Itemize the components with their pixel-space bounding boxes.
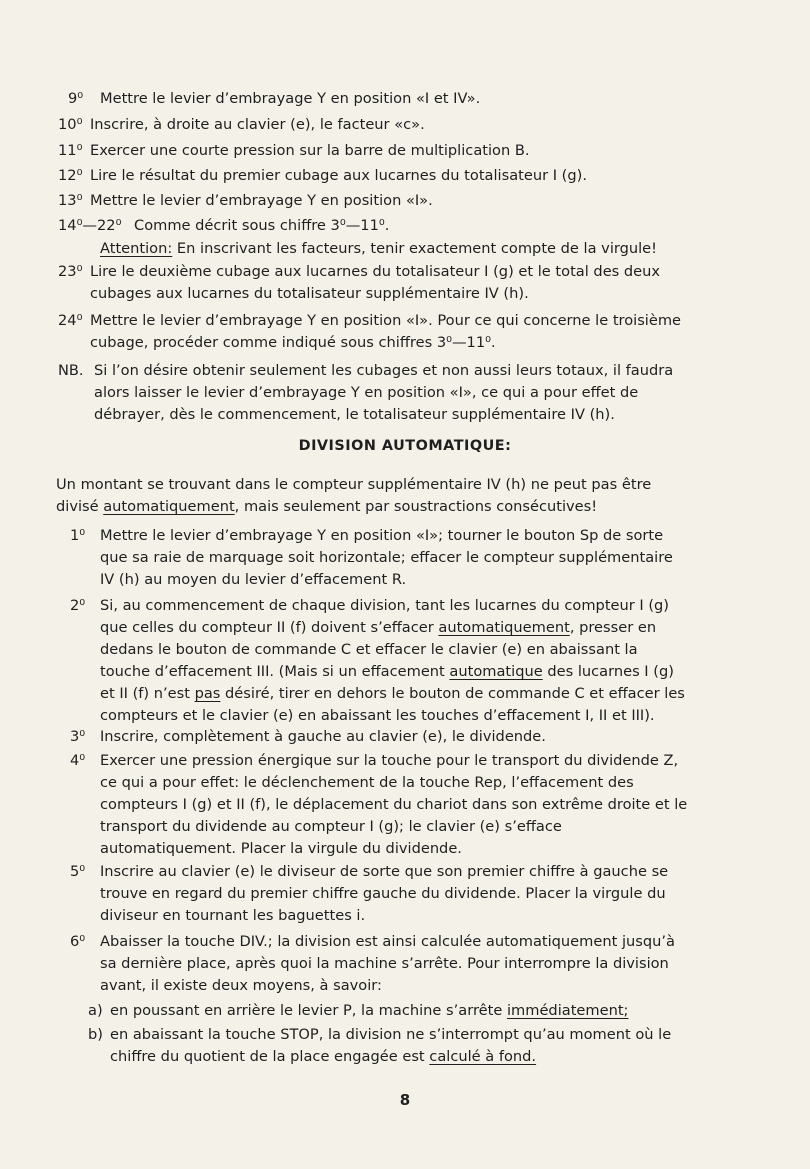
attention-note	[100, 238, 690, 260]
step-text: Exercer une pression énergique sur la touche pour le transport du dividende Z, ce qui a pour effet: le déclenchement de la touche Rep, l’effacement des compteurs I (g) et II (f), le déplacement du chariot dans son extrême droite et le transport du dividende au compteur I (g); le clavier (e) s’efface automatiquement. Placer la virgule du dividende.	[100, 752, 688, 857]
sub-label: a)	[88, 1002, 103, 1019]
step-10	[58, 114, 690, 136]
step-12	[58, 165, 690, 187]
div-step-1	[70, 525, 690, 591]
sub-text	[88, 1024, 700, 1068]
step-text: Lire le résultat du premier cubage aux lucarnes du totalisateur I (g).	[90, 167, 587, 184]
step-text: Inscrire, à droite au clavier (e), le facteur «c».	[90, 116, 425, 133]
underlined-text: immédiatement;	[506, 1002, 629, 1019]
text-part: désiré, tirer en dehors le bouton de commande C et effacer les compteurs et le clavier (e) en abaissant les touches d’effacement I, II et III).	[100, 685, 685, 724]
div-step-5	[70, 861, 690, 927]
underlined-text: automatique	[449, 663, 543, 680]
step-text	[70, 595, 690, 727]
step-number: 5⁰	[70, 863, 86, 880]
step-number: 14⁰—22⁰	[58, 217, 122, 234]
step-number: 13⁰	[58, 192, 83, 209]
step-text: Mettre le levier d’embrayage Y en position «I».	[90, 192, 433, 209]
step-number: 1⁰	[70, 527, 86, 544]
sub-item-a	[88, 1000, 700, 1022]
intro-paragraph	[56, 474, 690, 518]
underlined-text: pas	[194, 685, 221, 702]
step-text: Mettre le levier d’embrayage Y en position «I». Pour ce qui concerne le troisième cubage, procéder comme indiqué sous chiffres 3⁰—11⁰.	[90, 312, 682, 351]
step-number: 23⁰	[58, 263, 83, 280]
step-number: 24⁰	[58, 312, 83, 329]
step-23	[58, 261, 690, 305]
step-text: Mettre le levier d’embrayage Y en position «I et IV».	[100, 90, 481, 107]
step-text: Mettre le levier d’embrayage Y en position «I»; tourner le bouton Sp de sorte que sa raie de marquage soit horizontale; effacer le compteur supplémentaire IV (h) au moyen du levier d’effacement R.	[100, 527, 673, 588]
step-number: 3⁰	[70, 728, 86, 745]
step-number: 4⁰	[70, 752, 86, 769]
text-part: , presser en dedans le bouton de commande C et effacer le clavier (e) en abaissant la touche d’effacement III. (Mais si un effacement	[100, 619, 657, 680]
div-step-4	[70, 750, 690, 860]
attention-text: En inscrivant les facteurs, tenir exactement compte de la virgule!	[176, 240, 658, 257]
attention-label: Attention:	[100, 240, 173, 257]
step-text: Abaisser la touche DIV.; la division est ainsi calculée automatiquement jusqu’à sa dernière place, après quoi la machine s’arrête. Pour interrompre la division avant, il existe deux moyens, à savoir:	[100, 933, 675, 994]
step-text: Inscrire au clavier (e) le diviseur de sorte que son premier chiffre à gauche se trouve en regard du premier chiffre gauche du dividende. Placer la virgule du diviseur en tournant les baguettes i.	[100, 863, 669, 924]
step-14-22	[58, 215, 690, 237]
intro-text: Un montant se trouvant dans le compteur supplémentaire IV (h) ne peut pas être divisé	[56, 476, 652, 515]
intro-underlined: automatiquement	[103, 498, 235, 515]
step-number: 11⁰	[58, 142, 83, 159]
sub-label: b)	[88, 1026, 103, 1043]
sub-text	[88, 1000, 700, 1022]
step-number: 2⁰	[70, 597, 86, 614]
step-24	[58, 310, 690, 354]
step-number: 12⁰	[58, 167, 83, 184]
step-text: Comme décrit sous chiffre 3⁰—11⁰.	[134, 217, 390, 234]
page-number: 8	[399, 1091, 411, 1109]
text-part: en poussant en arrière le levier P, la machine s’arrête	[110, 1002, 507, 1019]
step-text: Lire le deuxième cubage aux lucarnes du totalisateur I (g) et le total des deux cubages aux lucarnes du totalisateur supplémentaire IV (h).	[90, 263, 661, 302]
step-number: 9⁰	[68, 90, 84, 107]
sub-item-b	[88, 1024, 700, 1068]
div-step-6	[70, 931, 690, 997]
text-part: Si, au commencement de chaque division, tant les lucarnes du compteur I (g) que celles du compteur II (f) doivent s’effacer	[100, 597, 669, 636]
text-part: en abaissant la touche STOP, la division ne s’interrompt qu’au moment où le chiffre du quotient de la place engagée est	[110, 1026, 672, 1065]
step-13	[58, 190, 690, 212]
div-step-3	[70, 726, 690, 748]
nb-text: Si l’on désire obtenir seulement les cubages et non aussi leurs totaux, il faudra alors laisser le levier d’embrayage Y en position «I», ce qui a pour effet de débrayer, dès le commencement, le totalisateur supplémentaire IV (h).	[94, 362, 674, 423]
nb-label: NB.	[58, 362, 84, 379]
div-step-2	[70, 595, 690, 727]
underlined-text: calculé à fond.	[429, 1048, 537, 1065]
step-9	[68, 88, 690, 110]
intro-text-end: , mais seulement par soustractions consécutives!	[234, 498, 598, 515]
step-text: Inscrire, complètement à gauche au clavier (e), le dividende.	[100, 728, 546, 745]
step-number: 6⁰	[70, 933, 86, 950]
step-number: 10⁰	[58, 116, 83, 133]
section-heading: DIVISION AUTOMATIQUE:	[298, 438, 512, 454]
step-text: Exercer une courte pression sur la barre de multiplication B.	[90, 142, 530, 159]
text-part: des lucarnes I (g) et II (f) n’est	[100, 663, 674, 702]
nb-note	[58, 360, 690, 426]
underlined-text: automatiquement	[438, 619, 570, 636]
step-11	[58, 140, 690, 162]
